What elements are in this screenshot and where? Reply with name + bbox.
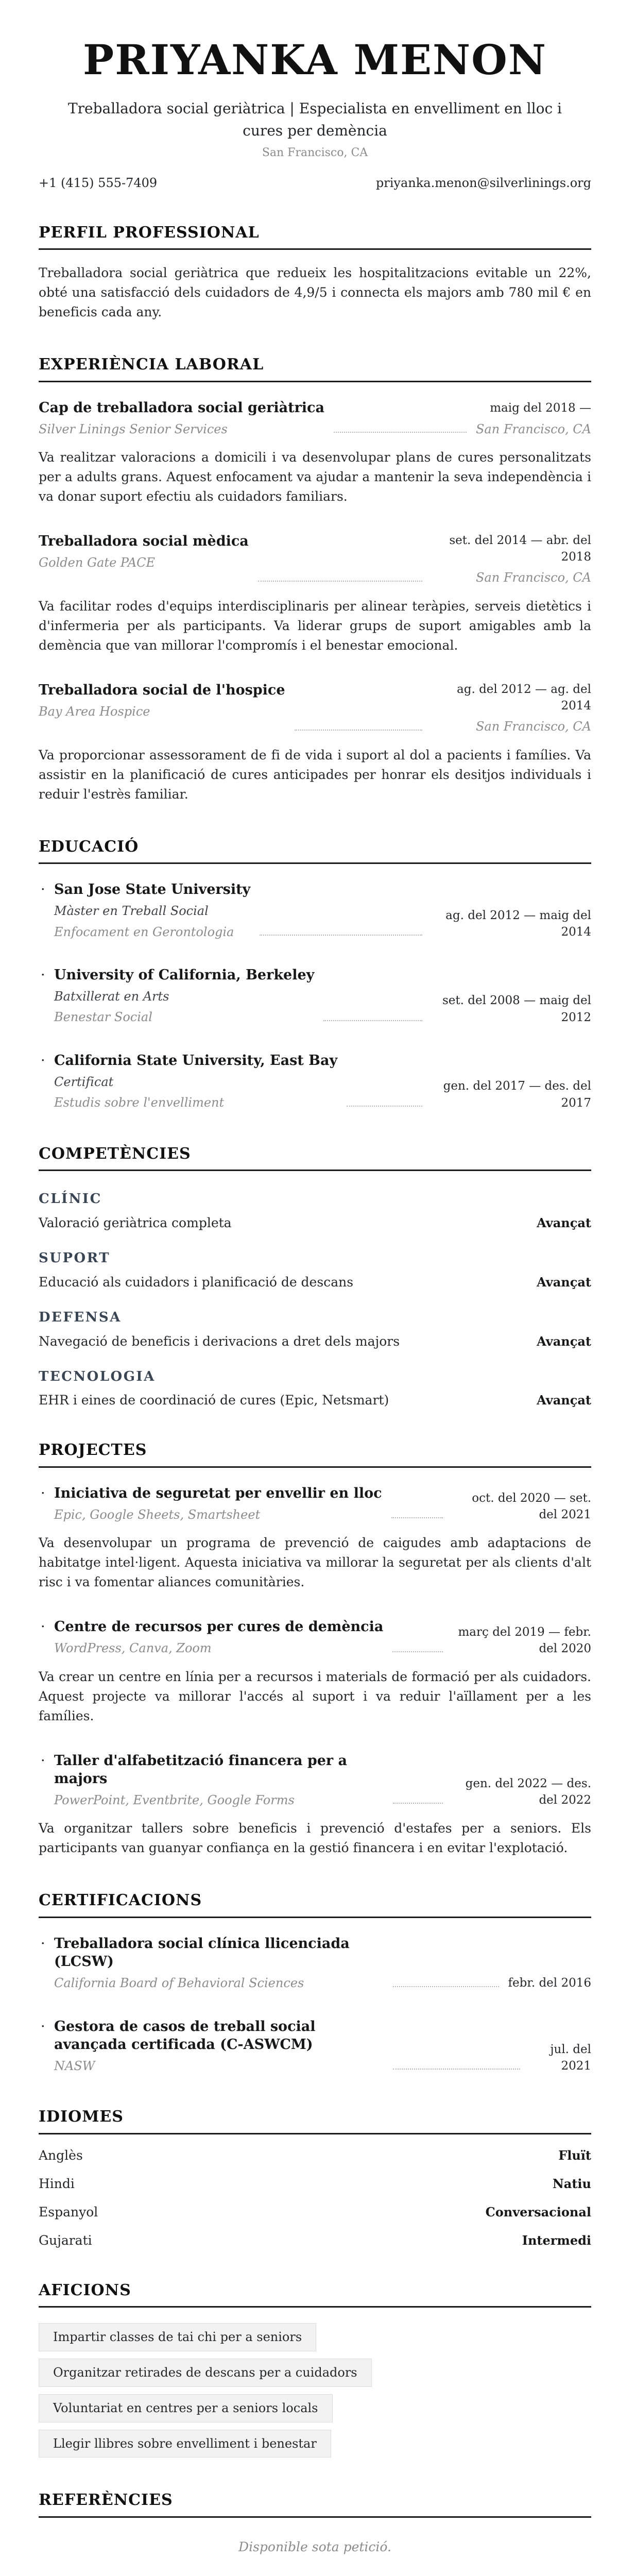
dotted-leader — [393, 1986, 499, 1987]
section-heading-education: EDUCACIÓ — [39, 837, 139, 856]
dotted-leader — [347, 1106, 422, 1107]
dotted-leader — [393, 2069, 520, 2070]
school-name: California State University, East Bay — [54, 1052, 338, 1069]
job-dates: maig del 2018 — — [490, 401, 591, 415]
resume-header — [39, 38, 591, 190]
language-row — [39, 2205, 591, 2219]
certification-entry — [39, 1935, 591, 1992]
certification-date: jul. del 2021 — [550, 2042, 591, 2073]
project-description: Va organitzar tallers sobre beneficis i prevenció d'estafes per a seniors. Els participants van guanyar confiança en la gestió financera i en evitar l'explotació. — [39, 1821, 591, 1856]
experience-entry-head — [39, 399, 591, 437]
job-location: San Francisco, CA — [475, 719, 591, 734]
bullet-icon: · — [41, 2018, 45, 2035]
project-tools: Epic, Google Sheets, Smartsheet — [54, 1507, 261, 1522]
skill-level: Avançat — [537, 1333, 591, 1349]
references-note: Disponible sota petició. — [238, 2539, 391, 2554]
degree-name: Màster en Treball Social — [54, 904, 209, 919]
certification-name: Gestora de casos de treball social avançada certificada (C-ASWCM) — [54, 2018, 316, 2053]
project-description: Va desenvolupar un programa de prevenció de caigudes amb adaptacions de habitatge intel·ligent. Aquesta iniciativa va millorar la seguretat per als clients d'alt risc i va fomentar aliances comunitàries. — [39, 1535, 591, 1590]
section-skills — [39, 1144, 591, 1408]
experience-entry-head — [39, 681, 591, 735]
education-entry — [39, 880, 591, 940]
project-dates: març del 2019 — febr. del 2020 — [458, 1625, 591, 1655]
section-heading-skills: COMPETÈNCIES — [39, 1144, 191, 1163]
section-experience — [39, 355, 591, 804]
language-name: Anglès — [39, 2147, 83, 2163]
language-row — [39, 2233, 591, 2248]
person-tagline: Treballadora social geriàtrica | Especialista en envelliment en lloc i cures per demència — [68, 99, 562, 140]
company-name: Golden Gate PACE — [39, 555, 156, 570]
skill-level: Avançat — [537, 1274, 591, 1290]
degree-focus: Benestar Social — [54, 1010, 152, 1025]
section-heading-hobbies: AFICIONS — [39, 2281, 131, 2299]
job-title: Treballadora social mèdica — [39, 533, 249, 550]
dotted-leader — [392, 1651, 443, 1652]
project-tools: WordPress, Canva, Zoom — [54, 1641, 212, 1656]
certification-date: febr. del 2016 — [508, 1976, 591, 1990]
profile-summary: Treballadora social geriàtrica que redueix les hospitalitzacions evitable un 22%, obté una satisfacció dels cuidadors de 4,9/5 i connecta els majors amb 780 mil € en beneficis cada any. — [39, 265, 591, 320]
project-entry — [39, 1752, 591, 1858]
experience-entry — [39, 681, 591, 804]
education-dates: ag. del 2012 — maig del 2014 — [445, 908, 591, 939]
dotted-leader — [323, 1020, 422, 1021]
skill-group — [39, 1191, 591, 1230]
skill-row — [39, 1275, 591, 1290]
hobby-chip: Impartir classes de tai chi per a seniors — [39, 2323, 316, 2351]
bullet-icon: · — [41, 1752, 45, 1769]
dotted-leader — [295, 730, 422, 731]
certification-issuer: NASW — [54, 2058, 95, 2073]
degree-name: Batxillerat en Arts — [54, 989, 169, 1004]
skill-row — [39, 1334, 591, 1349]
skill-name: Valoració geriàtrica completa — [39, 1215, 232, 1231]
section-references — [39, 2490, 591, 2554]
experience-entry — [39, 399, 591, 506]
job-location: San Francisco, CA — [475, 570, 591, 585]
bullet-icon: · — [41, 967, 45, 983]
language-level: Intermedi — [522, 2232, 591, 2248]
degree-focus: Enfocament en Gerontologia — [54, 924, 234, 939]
language-name: Gujarati — [39, 2232, 92, 2248]
project-description: Va crear un centre en línia per a recursos i materials de formació per als cuidadors. Aquest projecte va millorar l'accés al suport i va reduir l'aïllament per a les famílies. — [39, 1669, 591, 1723]
project-title: Centre de recursos per cures de demència — [54, 1619, 384, 1635]
language-name: Espanyol — [39, 2204, 98, 2219]
job-description: Va proporcionar assessorament de fi de vida i suport al dol a pacients i famílies. Va assistir en la planificació de cures anticipades per honrar els desitjos individuals i reduir l'estrès familiar. — [39, 747, 591, 802]
degree-focus: Estudis sobre l'envelliment — [54, 1095, 225, 1110]
job-title: Treballadora social de l'hospice — [39, 682, 285, 698]
section-languages — [39, 2107, 591, 2248]
skill-name: Navegació de beneficis i derivacions a dret dels majors — [39, 1333, 400, 1349]
hobby-chip: Llegir llibres sobre envelliment i benestar — [39, 2430, 331, 2458]
skill-row — [39, 1393, 591, 1408]
hobby-chip: Voluntariat en centres per a seniors locals — [39, 2394, 333, 2422]
section-rule — [39, 2306, 591, 2308]
section-heading-experience: EXPERIÈNCIA LABORAL — [39, 355, 264, 374]
dotted-leader — [258, 581, 422, 582]
skill-category: SUPORT — [39, 1250, 111, 1266]
section-rule — [39, 1170, 591, 1171]
skill-group — [39, 1250, 591, 1290]
certification-name: Treballadora social clínica llicenciada (LCSW) — [54, 1935, 350, 1970]
skill-name: EHR i eines de coordinació de cures (Epic, Netsmart) — [39, 1393, 389, 1408]
project-tools: PowerPoint, Eventbrite, Google Forms — [54, 1793, 295, 1808]
skill-group — [39, 1309, 591, 1349]
section-rule — [39, 2133, 591, 2134]
language-row — [39, 2176, 591, 2191]
job-location: San Francisco, CA — [475, 421, 591, 436]
job-dates: set. del 2014 — abr. del 2018 — [449, 534, 591, 564]
dotted-leader — [393, 1803, 443, 1804]
section-rule — [39, 248, 591, 250]
section-hobbies — [39, 2281, 591, 2458]
dotted-leader — [391, 1517, 443, 1518]
language-level: Natiu — [552, 2176, 591, 2191]
school-name: University of California, Berkeley — [54, 967, 315, 983]
certification-entry — [39, 2018, 591, 2075]
section-rule — [39, 381, 591, 382]
contact-row — [39, 176, 591, 190]
hobby-chip-list — [39, 2323, 591, 2458]
section-projects — [39, 1440, 591, 1858]
project-entry — [39, 1618, 591, 1725]
person-name: PRIYANKA MENON — [83, 36, 547, 84]
skill-level: Avançat — [537, 1393, 591, 1408]
section-heading-certifications: CERTIFICACIONS — [39, 1891, 202, 1910]
education-dates: set. del 2008 — maig del 2012 — [442, 994, 591, 1024]
experience-entry-head — [39, 532, 591, 586]
email-address: priyanka.menon@silverlinings.org — [375, 175, 591, 190]
degree-name: Certificat — [54, 1074, 114, 1089]
dotted-leader — [260, 935, 422, 936]
job-description: Va realitzar valoracions a domicili i va desenvolupar plans de cures personalitzats per a adults grans. Aquest enfocament va ajudar a mantenir la seva independència i va donar suport efectiu als cuidadors familiars. — [39, 450, 591, 504]
language-level: Fluït — [558, 2147, 591, 2163]
company-name: Bay Area Hospice — [39, 704, 150, 719]
project-title: Taller d'alfabetització financera per a majors — [54, 1752, 348, 1787]
skill-row — [39, 1215, 591, 1230]
hobby-chip: Organitzar retirades de descans per a cuidadors — [39, 2359, 372, 2387]
section-rule — [39, 1917, 591, 1918]
school-name: San Jose State University — [54, 882, 251, 898]
language-level: Conversacional — [485, 2204, 591, 2219]
project-dates: oct. del 2020 — set. del 2021 — [472, 1492, 591, 1522]
education-entry — [39, 966, 591, 1026]
education-dates: gen. del 2017 — des. del 2017 — [443, 1079, 591, 1110]
section-rule — [39, 862, 591, 864]
language-row — [39, 2148, 591, 2163]
skill-name: Educació als cuidadors i planificació de descans — [39, 1274, 354, 1290]
bullet-icon: · — [41, 1935, 45, 1952]
job-dates: ag. del 2012 — ag. del 2014 — [457, 682, 591, 713]
skill-category: TECNOLOGIA — [39, 1368, 156, 1384]
section-education — [39, 837, 591, 1111]
skill-level: Avançat — [537, 1215, 591, 1231]
section-profile — [39, 223, 591, 323]
skill-category: CLÍNIC — [39, 1191, 102, 1207]
project-dates: gen. del 2022 — des. del 2022 — [465, 1777, 591, 1807]
bullet-icon: · — [41, 882, 45, 898]
bullet-icon: · — [41, 1619, 45, 1635]
section-rule — [39, 1466, 591, 1468]
skill-group — [39, 1368, 591, 1408]
dotted-leader — [334, 432, 467, 433]
bullet-icon: · — [41, 1485, 45, 1501]
section-heading-projects: PROJECTES — [39, 1441, 147, 1460]
skill-category: DEFENSA — [39, 1309, 122, 1325]
bullet-icon: · — [41, 1052, 45, 1069]
person-location: San Francisco, CA — [262, 146, 368, 159]
project-title: Iniciativa de seguretat per envellir en lloc — [54, 1485, 382, 1501]
education-entry — [39, 1052, 591, 1111]
certification-issuer: California Board of Behavioral Sciences — [54, 1976, 304, 1991]
experience-entry — [39, 532, 591, 655]
job-title: Cap de treballadora social geriàtrica — [39, 399, 324, 416]
section-rule — [39, 2516, 591, 2518]
section-heading-languages: IDIOMES — [39, 2108, 124, 2126]
language-name: Hindi — [39, 2176, 75, 2191]
section-heading-profile: PERFIL PROFESSIONAL — [39, 223, 260, 242]
section-heading-references: REFERÈNCIES — [39, 2491, 173, 2510]
project-entry — [39, 1484, 591, 1592]
section-certifications — [39, 1891, 591, 2074]
company-name: Silver Linings Senior Services — [39, 421, 228, 436]
job-description: Va facilitar rodes d'equips interdisciplinaris per alinear teràpies, serveis dietètics i d'infermeria per als participants. Va liderar grups de suport amigables amb la demència que van millorar l'compromís i el benestar emocional. — [39, 598, 591, 653]
phone-number: +1 (415) 555-7409 — [39, 175, 158, 190]
